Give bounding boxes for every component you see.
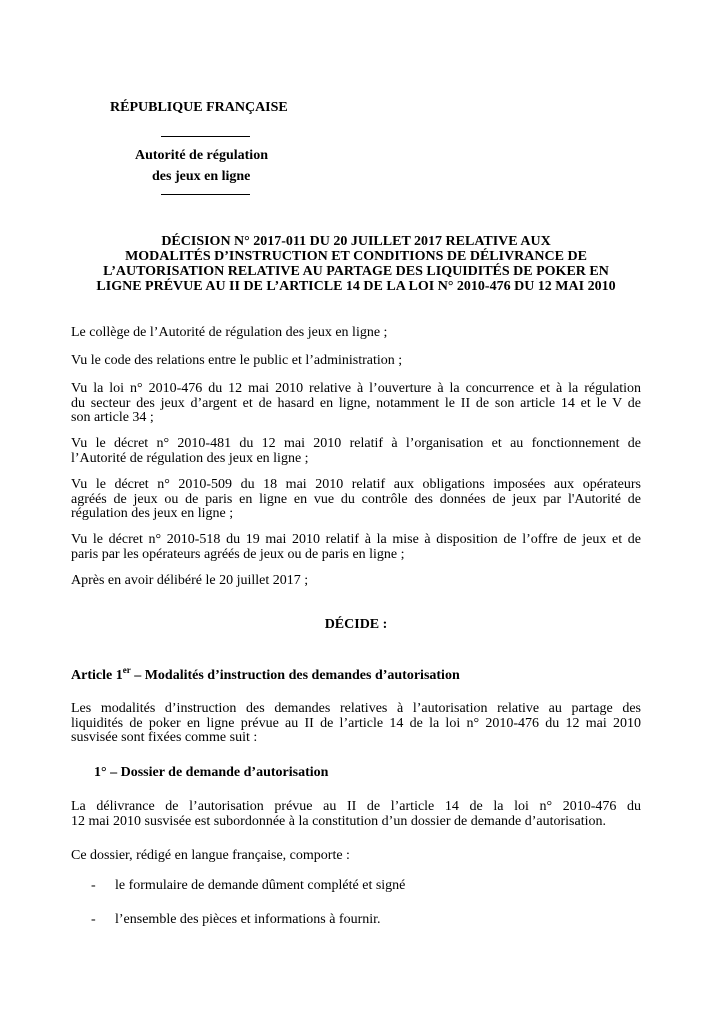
title-line: LIGNE PRÉVUE AU II DE L’ARTICLE 14 DE LA LOI N° 2010-476 DU 12 MAI 2010 [96,279,616,294]
article-1-title: – Modalités d’instruction des demandes d’autorisation [130,668,460,683]
paragraph-line: régulation des jeux en ligne ; [71,506,234,521]
paragraph-line: Les modalités d’instruction des demandes relatives à l’autorisation relative au partage des [71,701,641,716]
republic-heading: RÉPUBLIQUE FRANÇAISE [110,100,288,115]
bullet-text: l’ensemble des pièces et informations à fournir. [115,912,381,927]
paragraph-line: Vu la loi n° 2010-476 du 12 mai 2010 relative à l’ouverture à la concurrence et à la régulation [71,381,641,396]
paragraph-line: La délivrance de l’autorisation prévue au II de l’article 14 de la loi n° 2010-476 du [71,799,641,814]
paragraph-line: liquidités de poker en ligne prévue au II de l’article 14 de la loi n° 2010-476 du 12 mai 2010 [71,715,641,731]
preamble-decret-509 [71,478,641,522]
decide-heading: DÉCIDE : [324,617,388,632]
article-1-intro [71,702,641,746]
paragraph-line: Vu le décret n° 2010-509 du 18 mai 2010 relatif aux obligations imposées aux opérateurs [71,477,641,492]
paragraph-line: son article 34 ; [71,410,154,425]
paragraph-line: 12 mai 2010 susvisée est subordonnée à la constitution d’un dossier de demande d’autorisation. [71,813,607,829]
header-rule-top [161,136,250,137]
bullet-marker: - [91,912,96,927]
header-rule-bottom [161,194,250,195]
article-1-sup: er [122,665,131,675]
authority-name-line2: des jeux en ligne [152,169,251,184]
section-1-text [71,800,641,829]
paragraph-line: agréés de jeux ou de paris en ligne en vue du contrôle des données de jeux par l'Autorité de [71,491,641,507]
preamble-loi [71,382,641,426]
title-line: DÉCISION N° 2017-011 DU 20 JUILLET 2017 RELATIVE AUX [161,234,551,249]
preamble-college: Le collège de l’Autorité de régulation des jeux en ligne ; [71,325,388,340]
paragraph-line: paris par les opérateurs agréés de jeux ou de paris en ligne ; [71,546,405,562]
preamble-decret-481 [71,437,641,466]
paragraph-line: Vu le décret n° 2010-518 du 19 mai 2010 relatif à la mise à disposition de l’offre de jeux et de [71,532,641,547]
title-line: MODALITÉS D’INSTRUCTION ET CONDITIONS DE DÉLIVRANCE DE [125,249,587,264]
article-1-heading [71,667,460,685]
preamble-code: Vu le code des relations entre le public et l’administration ; [71,353,403,368]
dossier-intro: Ce dossier, rédigé en langue française, comporte : [71,848,350,863]
title-line: L’AUTORISATION RELATIVE AU PARTAGE DES LIQUIDITÉS DE POKER EN [103,264,609,279]
article-1-prefix: Article 1 [71,668,123,683]
preamble-delibere: Après en avoir délibéré le 20 juillet 2017 ; [71,573,309,588]
paragraph-line: du secteur des jeux d’argent et de hasard en ligne, notamment le II de son article 14 et le V de [71,395,641,411]
paragraph-line: l’Autorité de régulation des jeux en ligne ; [71,450,309,466]
paragraph-line: susvisée sont fixées comme suit : [71,730,258,745]
authority-name-line1: Autorité de régulation [135,148,268,163]
bullet-marker: - [91,878,96,893]
decision-title [72,234,640,294]
paragraph-line: Vu le décret n° 2010-481 du 12 mai 2010 relatif à l’organisation et au fonctionnement de [71,436,641,451]
section-1-heading: 1° – Dossier de demande d’autorisation [94,765,329,780]
bullet-text: le formulaire de demande dûment complété et signé [115,878,406,893]
preamble-decret-518 [71,533,641,562]
